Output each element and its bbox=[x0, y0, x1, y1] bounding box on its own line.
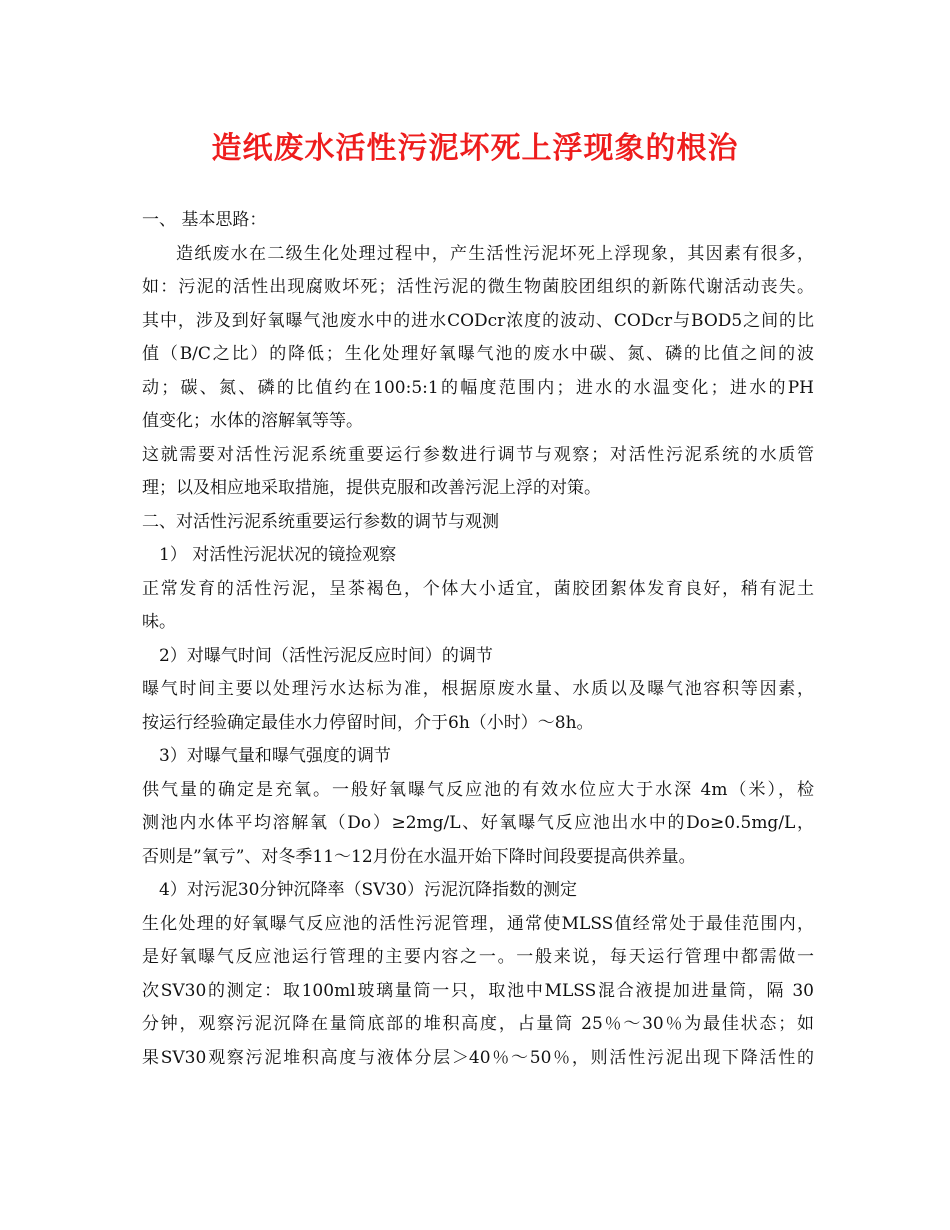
paragraph-line: 按运行经验确定最佳水力停留时间，介于6h（小时）～8h。 bbox=[142, 712, 594, 733]
section-heading-2: 二、对活性污泥系统重要运行参数的调节与观测 bbox=[142, 511, 499, 532]
subsection-heading-1: 1） 对活性污泥状况的镜捡观察 bbox=[159, 545, 397, 565]
paragraph-line: 次SV30的测定：取100ml玻璃量筒一只，取池中MLSS混合液提加进量筒，隔 30 bbox=[142, 980, 814, 1001]
paragraph-line: 分钟，观察污泥沉降在量筒底部的堆积高度，占量筒 25％～30％为最佳状态；如 bbox=[142, 1014, 814, 1034]
paragraph-line: 其中，涉及到好氧曝气池废水中的进水CODcr浓度的波动、CODcr与BOD5之间的比 bbox=[142, 310, 814, 331]
subsection-heading-2: 2）对曝气时间（活性污泥反应时间）的调节 bbox=[159, 645, 493, 666]
paragraph-line: 味。 bbox=[142, 612, 176, 632]
subsection-heading-4: 4）对污泥30分钟沉降率（SV30）污泥沉降指数的测定 bbox=[159, 880, 578, 900]
paragraph-line: 生化处理的好氧曝气反应池的活性污泥管理，通常使MLSS值经常处于最佳范围内， bbox=[142, 913, 814, 934]
paragraph-line: 供气量的确定是充氧。一般好氧曝气反应池的有效水位应大于水深 4m（米），检 bbox=[142, 779, 814, 800]
paragraph-line: 造纸废水在二级生化处理过程中，产生活性污泥坏死上浮现象，其因素有很多， bbox=[176, 243, 814, 264]
subsection-heading-3: 3）对曝气量和曝气强度的调节 bbox=[159, 746, 391, 766]
paragraph-line: 果SV30观察污泥堆积高度与液体分层＞40％～50％，则活性污泥出现下降活性的 bbox=[142, 1047, 814, 1068]
paragraph-line: 正常发育的活性污泥，呈茶褐色，个体大小适宜，菌胶团絮体发育良好，稍有泥土 bbox=[142, 578, 814, 599]
paragraph-line: 值（B/C之比）的降低；生化处理好氧曝气池的废水中碳、氮、磷的比值之间的波 bbox=[142, 344, 814, 364]
paragraph-line: 值变化；水体的溶解氧等等。 bbox=[142, 411, 363, 431]
paragraph-line: 如：污泥的活性出现腐败坏死；活性污泥的微生物菌胶团组织的新陈代谢活动丧失。 bbox=[142, 277, 814, 297]
paragraph-line: 曝气时间主要以处理污水达标为准，根据原废水量、水质以及曝气池容积等因素， bbox=[142, 679, 814, 699]
paragraph-line: 这就需要对活性污泥系统重要运行参数进行调节与观察；对活性污泥系统的水质管 bbox=[142, 444, 814, 465]
paragraph-line: 否则是”氧亏”、对冬季11～12月份在水温开始下降时间段要提高供养量。 bbox=[142, 846, 696, 867]
paragraph-line: 测池内水体平均溶解氧（Do）≥2mg/L、好氧曝气反应池出水中的Do≥0.5mg/L， bbox=[142, 813, 814, 833]
paragraph-line: 理；以及相应地采取措施，提供克服和改善污泥上浮的对策。 bbox=[142, 478, 601, 498]
paragraph-line: 动；碳、氮、磷的比值约在100:5:1的幅度范围内；进水的水温变化；进水的PH bbox=[142, 377, 814, 398]
document-title: 造纸废水活性污泥坏死上浮现象的根治 bbox=[211, 131, 739, 166]
section-heading-1: 一、 基本思路： bbox=[142, 210, 267, 230]
paragraph-line: 是好氧曝气反应池运行管理的主要内容之一。一般来说，每天运行管理中都需做一 bbox=[142, 947, 814, 967]
document-body bbox=[142, 204, 814, 1075]
